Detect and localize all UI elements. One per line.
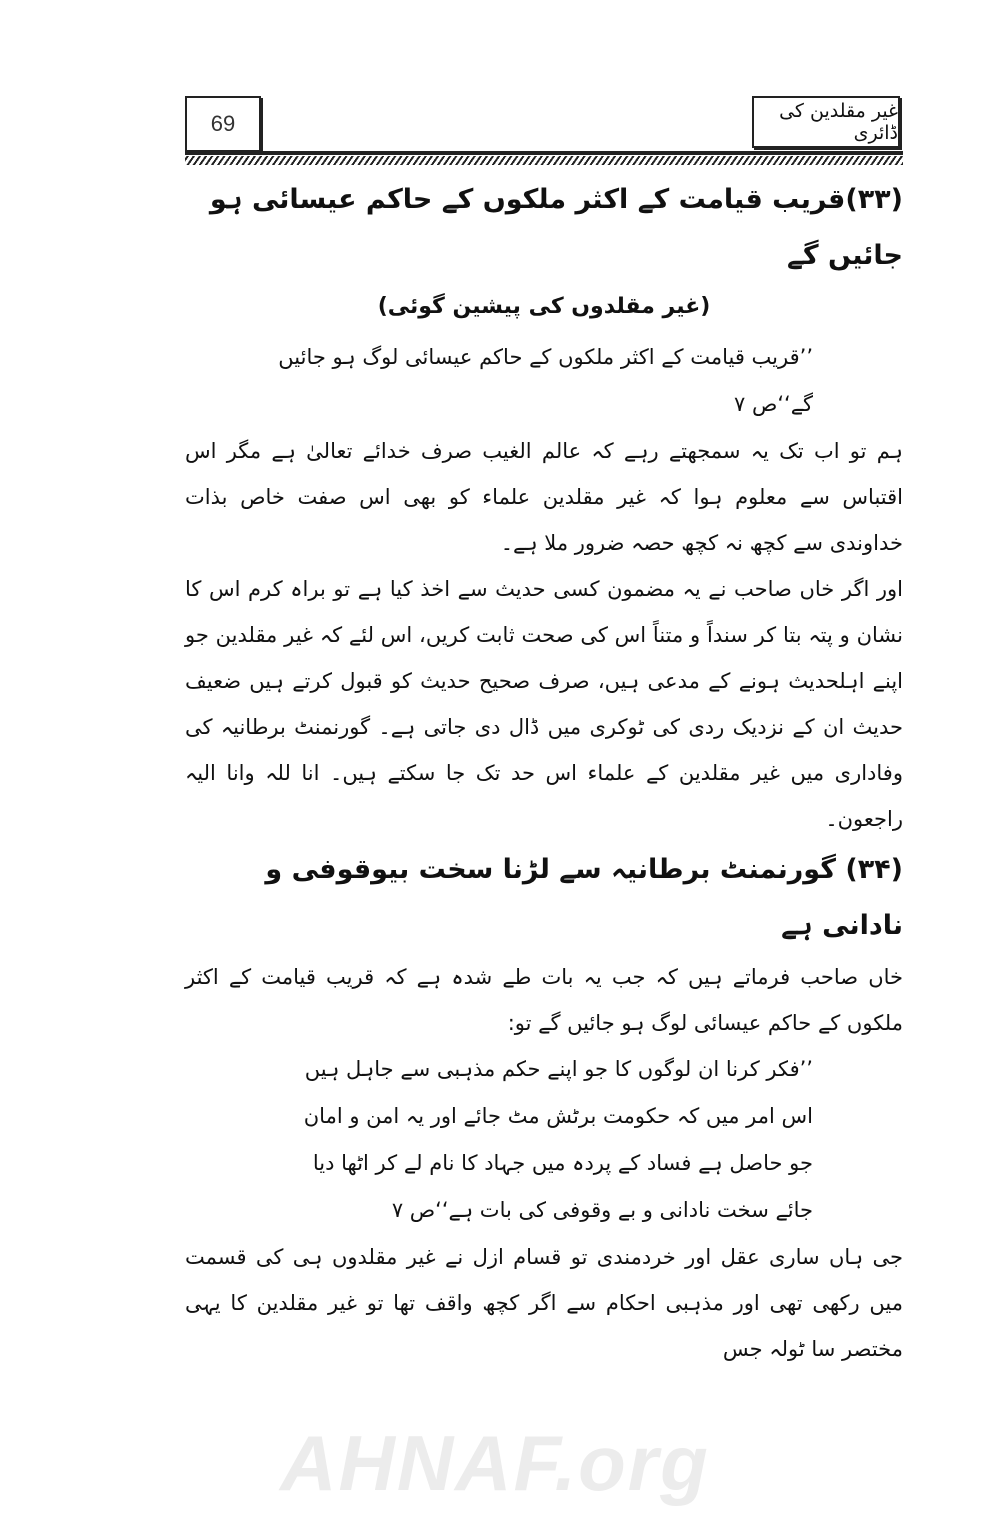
running-header-title: غیر مقلدین کی ڈائری <box>752 96 900 148</box>
site-watermark: AHNAF.org <box>280 1419 710 1507</box>
section-34-heading: (۳۴) گورنمنٹ برطانیہ سے لڑنا سخت بیوقوفی و نادانی ہے <box>265 854 903 941</box>
section-33-paragraph-1: ہم تو اب تک یہ سمجھتے رہے کہ عالم الغیب صرف خدائے تعالیٰ ہے مگر اس اقتباس سے معلوم ہوا کہ غیر مقلدین علماء کو بھی اس صفت خاص بذات خداوندی سے کچھ نہ کچھ حصہ ضرور ملا ہے۔ <box>185 439 903 555</box>
section-34-closing: جی ہاں ساری عقل اور خردمندی تو قسام ازل نے غیر مقلدوں ہی کی قسمت میں رکھی تھی اور مذہبی احکام سے اگر کچھ واقف تھا تو غیر مقلدین کا یہی مختصر سا ٹولہ جس <box>185 1245 903 1361</box>
section-33-quote: ’’قریب قیامت کے اکثر ملکوں کے حاکم عیسائی لوگ ہو جائیں گے‘‘ص ۷ <box>278 345 813 416</box>
section-33-paragraph-2: اور اگر خاں صاحب نے یہ مضمون کسی حدیث سے اخذ کیا ہے تو براہ کرم اس کا نشان و پتہ بتا کر سنداً و متناً اس کی صحت ثابت کریں، اس لئے کہ غیر مقلدین جو اپنے اہلحدیث ہونے کے مدعی ہیں، صرف صحیح حدیث کو قبول کرتے ہیں ضعیف حدیث ان کے نزدیک ردی کی ٹوکری میں ڈال دی جاتی ہے۔ گورنمنٹ برطانیہ کی وفاداری میں غیر مقلدین کے علماء اس حد تک جا سکتے ہیں۔ انا للہ وانا الیہ راجعون۔ <box>185 577 903 831</box>
section-33-heading: (۳۳)قریب قیامت کے اکثر ملکوں کے حاکم عیسائی ہو جائیں گے <box>209 184 903 271</box>
section-34-quote: ’’فکر کرنا ان لوگوں کا جو اپنے حکم مذہبی سے جاہل ہیں اس امر میں کہ حکومت برٹش مٹ جائے اور یہ امن و امان جو حاصل ہے فساد کے پردہ میں جہاد کا نام لے کر اٹھا دیا جائے سخت نادانی و بے وقوفی کی بات ہے‘‘ص ۷ <box>303 1057 813 1222</box>
header-hatch-divider <box>185 156 903 165</box>
section-33-subheading: (غیر مقلدوں کی پیشین گوئی) <box>377 294 711 319</box>
header-rule <box>185 151 903 155</box>
page-body <box>185 172 903 1372</box>
page-number: 69 <box>185 96 261 152</box>
section-34-intro: خاں صاحب فرماتے ہیں کہ جب یہ بات طے شدہ ہے کہ قریب قیامت کے اکثر ملکوں کے حاکم عیسائی لوگ ہو جائیں گے تو: <box>185 965 903 1035</box>
